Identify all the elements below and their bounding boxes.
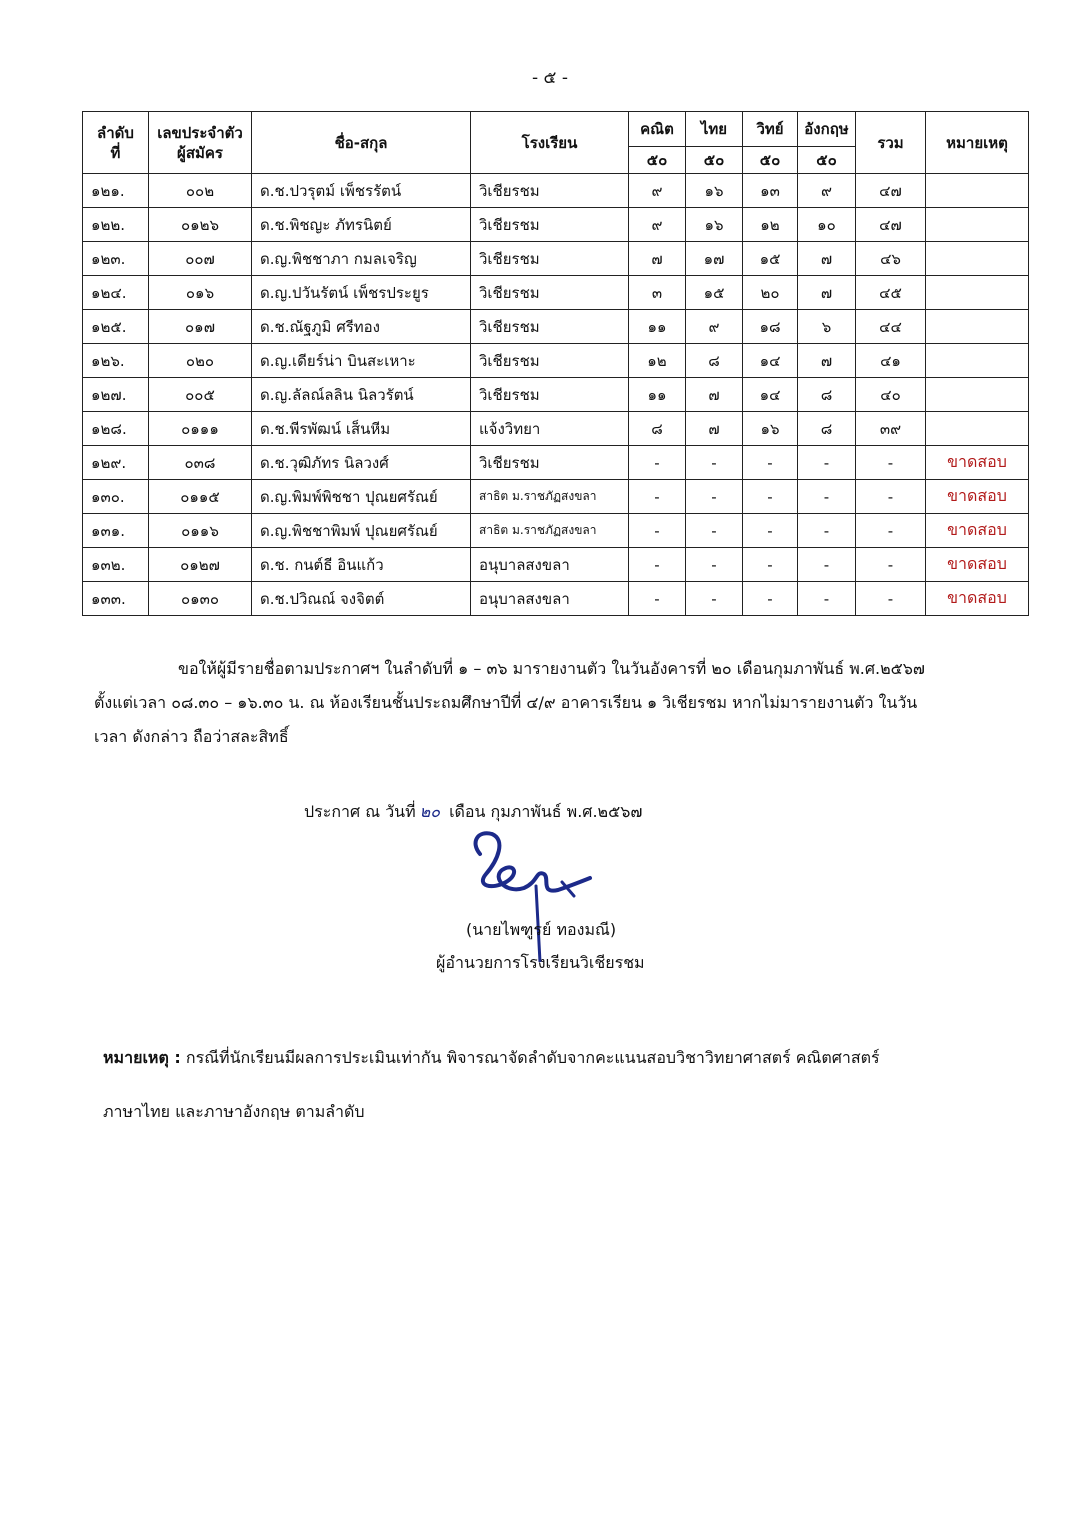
science-score-cell: - <box>743 480 798 514</box>
school-cell: วิเชียรชม <box>471 344 629 378</box>
note-line-2: ภาษาไทย และภาษาอังกฤษ ตามลำดับ <box>103 1102 365 1121</box>
remark-cell <box>926 412 1029 446</box>
thai-score-cell: ๑๖ <box>686 208 743 242</box>
header-english: อังกฤษ <box>798 112 856 147</box>
english-score-cell: ๑๐ <box>798 208 856 242</box>
order-cell: ๑๓๓. <box>83 582 149 616</box>
header-math: คณิต <box>629 112 686 147</box>
science-score-cell: ๑๖ <box>743 412 798 446</box>
remark-cell: ขาดสอบ <box>926 582 1029 616</box>
total-cell: ๔๖ <box>856 242 926 276</box>
name-cell: ด.ช.พิชญะ ภัทรนิตย์ <box>252 208 471 242</box>
table-row <box>83 378 1029 412</box>
total-cell: ๔๗ <box>856 174 926 208</box>
order-cell: ๑๒๓. <box>83 242 149 276</box>
order-cell: ๑๒๘. <box>83 412 149 446</box>
thai-score-cell: ๑๕ <box>686 276 743 310</box>
remark-cell: ขาดสอบ <box>926 480 1029 514</box>
science-score-cell: ๑๕ <box>743 242 798 276</box>
school-cell: วิเชียรชม <box>471 446 629 480</box>
english-score-cell: - <box>798 548 856 582</box>
total-cell: ๔๕ <box>856 276 926 310</box>
applicant-id-cell: ๐๐๗ <box>149 242 252 276</box>
applicant-id-cell: ๐๐๕ <box>149 378 252 412</box>
thai-score-cell: ๙ <box>686 310 743 344</box>
announcement-prefix: ประกาศ ณ วันที่ <box>304 802 416 821</box>
name-cell: ด.ช.วุฒิภัทร นิลวงศ์ <box>252 446 471 480</box>
school-cell: วิเชียรชม <box>471 208 629 242</box>
instruction-line-2: ตั้งแต่เวลา ๐๘.๓๐ – ๑๖.๓๐ น. ณ ห้องเรียนชั้นประถมศึกษาปีที่ ๔/๙ อาคารเรียน ๑ วิเชียรชม หากไม่มารายงานตัว ในวัน <box>94 693 918 712</box>
applicant-id-cell: ๐๑๗ <box>149 310 252 344</box>
order-cell: ๑๓๒. <box>83 548 149 582</box>
science-score-cell: ๑๘ <box>743 310 798 344</box>
announcement-suffix: เดือน กุมภาพันธ์ พ.ศ.๒๕๖๗ <box>449 802 643 821</box>
english-score-cell: - <box>798 514 856 548</box>
header-total: รวม <box>856 112 926 174</box>
table-body <box>83 174 1029 616</box>
remark-cell <box>926 276 1029 310</box>
results-table <box>82 111 1029 616</box>
school-cell: แจ้งวิทยา <box>471 412 629 446</box>
school-cell: อนุบาลสงขลา <box>471 548 629 582</box>
school-cell: วิเชียรชม <box>471 310 629 344</box>
header-remark: หมายเหตุ <box>926 112 1029 174</box>
applicant-id-cell: ๐๒๐ <box>149 344 252 378</box>
table-row <box>83 174 1029 208</box>
note-label: หมายเหตุ : <box>103 1048 181 1067</box>
math-score-cell: - <box>629 548 686 582</box>
table-row <box>83 276 1029 310</box>
table-row <box>83 242 1029 276</box>
thai-score-cell: - <box>686 480 743 514</box>
english-score-cell: ๗ <box>798 242 856 276</box>
math-score-cell: ๓ <box>629 276 686 310</box>
max-score-math: ๕๐ <box>629 147 686 174</box>
applicant-id-cell: ๐๑๖ <box>149 276 252 310</box>
school-cell: วิเชียรชม <box>471 174 629 208</box>
name-cell: ด.ญ.เดียร์น่า บินสะเหาะ <box>252 344 471 378</box>
math-score-cell: ๗ <box>629 242 686 276</box>
total-cell: - <box>856 514 926 548</box>
thai-score-cell: ๗ <box>686 412 743 446</box>
thai-score-cell: - <box>686 446 743 480</box>
english-score-cell: - <box>798 480 856 514</box>
name-cell: ด.ช.ปวรุตม์ เพ็ชรรัตน์ <box>252 174 471 208</box>
math-score-cell: ๑๑ <box>629 378 686 412</box>
remark-cell: ขาดสอบ <box>926 446 1029 480</box>
table-row <box>83 208 1029 242</box>
name-cell: ด.ญ.ปวันรัตน์ เพ็ชรประยูร <box>252 276 471 310</box>
name-cell: ด.ช.ปวิณณ์ จงจิตต์ <box>252 582 471 616</box>
thai-score-cell: - <box>686 514 743 548</box>
remark-cell <box>926 310 1029 344</box>
science-score-cell: ๑๓ <box>743 174 798 208</box>
name-cell: ด.ญ.พิชชาพิมพ์ ปุณยศรัณย์ <box>252 514 471 548</box>
thai-score-cell: ๗ <box>686 378 743 412</box>
table-row <box>83 480 1029 514</box>
school-cell: สาธิต ม.ราชภัฏสงขลา <box>471 514 629 548</box>
thai-score-cell: ๑๖ <box>686 174 743 208</box>
table-row <box>83 310 1029 344</box>
applicant-id-cell: ๐๑๑๑ <box>149 412 252 446</box>
total-cell: ๔๗ <box>856 208 926 242</box>
science-score-cell: ๑๔ <box>743 378 798 412</box>
remark-cell: ขาดสอบ <box>926 514 1029 548</box>
name-cell: ด.ญ.พิมพ์พิชชา ปุณยศรัณย์ <box>252 480 471 514</box>
total-cell: - <box>856 480 926 514</box>
order-cell: ๑๒๖. <box>83 344 149 378</box>
school-cell: วิเชียรชม <box>471 242 629 276</box>
table-row <box>83 446 1029 480</box>
applicant-id-cell: ๐๑๑๖ <box>149 514 252 548</box>
thai-score-cell: ๘ <box>686 344 743 378</box>
order-cell: ๑๒๒. <box>83 208 149 242</box>
max-score-science: ๕๐ <box>743 147 798 174</box>
header-school: โรงเรียน <box>471 112 629 174</box>
order-cell: ๑๓๑. <box>83 514 149 548</box>
science-score-cell: - <box>743 548 798 582</box>
remark-cell <box>926 378 1029 412</box>
math-score-cell: - <box>629 480 686 514</box>
math-score-cell: ๘ <box>629 412 686 446</box>
table-row <box>83 548 1029 582</box>
remark-cell <box>926 242 1029 276</box>
science-score-cell: - <box>743 582 798 616</box>
note-text-1: กรณีที่นักเรียนมีผลการประเมินเท่ากัน พิจารณาจัดลำดับจากคะแนนสอบวิชาวิทยาศาสตร์ คณิตศาสตร์ <box>180 1048 880 1067</box>
english-score-cell: - <box>798 446 856 480</box>
english-score-cell: ๗ <box>798 276 856 310</box>
order-cell: ๑๒๗. <box>83 378 149 412</box>
english-score-cell: ๗ <box>798 344 856 378</box>
order-cell: ๑๒๙. <box>83 446 149 480</box>
total-cell: ๓๙ <box>856 412 926 446</box>
math-score-cell: - <box>629 446 686 480</box>
english-score-cell: - <box>798 582 856 616</box>
science-score-cell: ๒๐ <box>743 276 798 310</box>
instruction-line-3: เวลา ดังกล่าว ถือว่าสละสิทธิ์ <box>94 727 289 746</box>
applicant-id-cell: ๐๑๓๐ <box>149 582 252 616</box>
english-score-cell: ๖ <box>798 310 856 344</box>
header-science: วิทย์ <box>743 112 798 147</box>
applicant-id-cell: ๐๓๘ <box>149 446 252 480</box>
order-cell: ๑๒๑. <box>83 174 149 208</box>
english-score-cell: ๘ <box>798 378 856 412</box>
total-cell: ๔๐ <box>856 378 926 412</box>
math-score-cell: ๙ <box>629 174 686 208</box>
remark-cell <box>926 344 1029 378</box>
table-row <box>83 412 1029 446</box>
header-order: ลำดับ ที่ <box>83 112 149 174</box>
remark-cell <box>926 174 1029 208</box>
science-score-cell: ๑๒ <box>743 208 798 242</box>
name-cell: ด.ญ.พิชชาภา กมลเจริญ <box>252 242 471 276</box>
order-cell: ๑๓๐. <box>83 480 149 514</box>
name-cell: ด.ญ.ลัลณ์ลลิน นิลวรัตน์ <box>252 378 471 412</box>
name-cell: ด.ช. กนต์ธี อินแก้ว <box>252 548 471 582</box>
math-score-cell: ๑๑ <box>629 310 686 344</box>
english-score-cell: ๙ <box>798 174 856 208</box>
thai-score-cell: - <box>686 548 743 582</box>
total-cell: ๔๔ <box>856 310 926 344</box>
english-score-cell: ๘ <box>798 412 856 446</box>
math-score-cell: ๙ <box>629 208 686 242</box>
science-score-cell: - <box>743 446 798 480</box>
math-score-cell: ๑๒ <box>629 344 686 378</box>
name-cell: ด.ช.ณัฐภูมิ ศรีทอง <box>252 310 471 344</box>
applicant-id-cell: ๐๑๒๖ <box>149 208 252 242</box>
announcement-day: ๒๐ <box>419 802 440 821</box>
header-name: ชื่อ-สกุล <box>252 112 471 174</box>
applicant-id-cell: ๐๑๑๕ <box>149 480 252 514</box>
thai-score-cell: - <box>686 582 743 616</box>
school-cell: วิเชียรชม <box>471 378 629 412</box>
name-cell: ด.ช.พีรพัฒน์ เส็นหีม <box>252 412 471 446</box>
math-score-cell: - <box>629 582 686 616</box>
table-row <box>83 344 1029 378</box>
school-cell: อนุบาลสงขลา <box>471 582 629 616</box>
applicant-id-cell: ๐๑๒๗ <box>149 548 252 582</box>
total-cell: - <box>856 548 926 582</box>
signatory-title: ผู้อำนวยการโรงเรียนวิเชียรชม <box>436 953 645 972</box>
science-score-cell: ๑๔ <box>743 344 798 378</box>
note-line-1 <box>103 1046 1023 1071</box>
header-thai: ไทย <box>686 112 743 147</box>
total-cell: ๔๑ <box>856 344 926 378</box>
max-score-thai: ๕๐ <box>686 147 743 174</box>
table-row <box>83 514 1029 548</box>
page-number: - ๕ - <box>532 68 568 88</box>
max-score-english: ๕๐ <box>798 147 856 174</box>
total-cell: - <box>856 582 926 616</box>
signatory-name: (นายไพฑูรย์ ทองมณี) <box>466 920 617 939</box>
order-cell: ๑๒๔. <box>83 276 149 310</box>
thai-score-cell: ๑๗ <box>686 242 743 276</box>
applicant-id-cell: ๐๐๒ <box>149 174 252 208</box>
total-cell: - <box>856 446 926 480</box>
school-cell: วิเชียรชม <box>471 276 629 310</box>
science-score-cell: - <box>743 514 798 548</box>
remark-cell: ขาดสอบ <box>926 548 1029 582</box>
school-cell: สาธิต ม.ราชภัฏสงขลา <box>471 480 629 514</box>
math-score-cell: - <box>629 514 686 548</box>
header-applicant-id: เลขประจำตัว ผู้สมัคร <box>149 112 252 174</box>
instruction-line-1: ขอให้ผู้มีรายชื่อตามประกาศฯ ในลำดับที่ ๑ – ๓๖ มารายงานตัว ในวันอังคารที่ ๒๐ เดือนกุมภาพันธ์ พ.ศ.๒๕๖๗ <box>178 659 925 678</box>
remark-cell <box>926 208 1029 242</box>
order-cell: ๑๒๕. <box>83 310 149 344</box>
table-row <box>83 582 1029 616</box>
